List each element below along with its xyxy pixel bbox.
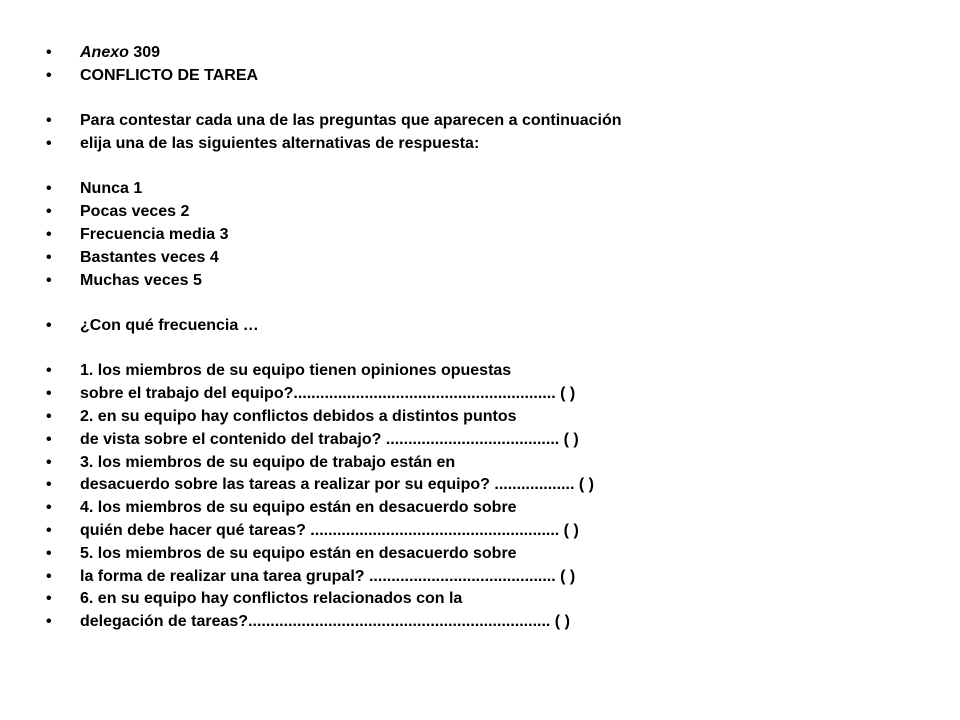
bullet-icon: • xyxy=(46,134,52,152)
question-line xyxy=(46,497,926,520)
question-line xyxy=(46,383,926,406)
instruction-text: Para contestar cada una de las preguntas que aparecen a continuación xyxy=(80,112,622,130)
question-intro-line xyxy=(46,315,926,338)
bullet-icon: • xyxy=(46,112,52,130)
question-line xyxy=(46,360,926,383)
question-text: 2. en su equipo hay conflictos debidos a distintos puntos xyxy=(80,407,517,425)
bullet-icon: • xyxy=(46,271,52,289)
bullet-list xyxy=(46,42,926,634)
bullet-icon: • xyxy=(46,225,52,243)
bullet-icon: • xyxy=(46,385,52,403)
bullet-icon: • xyxy=(46,521,52,539)
question-text: sobre el trabajo del equipo?........................................................... ( ) xyxy=(80,385,576,403)
page-title: CONFLICTO DE TAREA xyxy=(80,66,259,84)
option-text: Bastantes veces 4 xyxy=(80,248,219,266)
instruction-line xyxy=(46,110,926,133)
question-line xyxy=(46,543,926,566)
option-line xyxy=(46,247,926,270)
option-line xyxy=(46,270,926,293)
question-line xyxy=(46,566,926,589)
question-line xyxy=(46,429,926,452)
bullet-icon: • xyxy=(46,248,52,266)
question-text: 4. los miembros de su equipo están en desacuerdo sobre xyxy=(80,499,517,517)
option-line xyxy=(46,224,926,247)
bullet-icon: • xyxy=(46,544,52,562)
question-text: delegación de tareas?.................................................................... ( ) xyxy=(80,613,570,631)
annex-line xyxy=(46,42,926,65)
question-line xyxy=(46,611,926,634)
bullet-icon: • xyxy=(46,316,52,334)
question-line xyxy=(46,406,926,429)
annex-number: 309 xyxy=(128,44,161,61)
bullet-icon: • xyxy=(46,567,52,585)
annex-label: Anexo xyxy=(80,44,129,61)
question-line xyxy=(46,588,926,611)
question-text: quién debe hacer qué tareas? ........................................................ ( ) xyxy=(80,521,579,539)
option-text: Nunca 1 xyxy=(80,180,143,198)
question-text: de vista sobre el contenido del trabajo? ....................................... ( ) xyxy=(80,430,579,448)
question-text: la forma de realizar una tarea grupal? .......................................... ( ) xyxy=(80,567,576,585)
option-line xyxy=(46,201,926,224)
bullet-icon: • xyxy=(46,476,52,494)
bullet-icon: • xyxy=(46,590,52,608)
bullet-icon: • xyxy=(46,430,52,448)
bullet-icon: • xyxy=(46,613,52,631)
question-line xyxy=(46,452,926,475)
bullet-icon: • xyxy=(46,453,52,471)
instruction-line xyxy=(46,133,926,156)
option-text: Pocas veces 2 xyxy=(80,203,190,221)
title-line xyxy=(46,65,926,88)
bullet-icon: • xyxy=(46,180,52,198)
option-text: Muchas veces 5 xyxy=(80,271,202,289)
bullet-icon: • xyxy=(46,66,52,84)
question-text: desacuerdo sobre las tareas a realizar por su equipo? .................. ( ) xyxy=(80,476,594,494)
bullet-icon: • xyxy=(46,44,52,61)
question-text: 3. los miembros de su equipo de trabajo están en xyxy=(80,453,456,471)
bullet-icon: • xyxy=(46,203,52,221)
instruction-text: elija una de las siguientes alternativas de respuesta: xyxy=(80,134,480,152)
option-text: Frecuencia media 3 xyxy=(80,225,229,243)
bullet-icon: • xyxy=(46,362,52,380)
option-line xyxy=(46,178,926,201)
question-line xyxy=(46,474,926,497)
question-text: 5. los miembros de su equipo están en desacuerdo sobre xyxy=(80,544,517,562)
question-intro: ¿Con qué frecuencia … xyxy=(80,316,259,334)
bullet-icon: • xyxy=(46,499,52,517)
question-text: 1. los miembros de su equipo tienen opiniones opuestas xyxy=(80,362,512,380)
question-line xyxy=(46,520,926,543)
bullet-icon: • xyxy=(46,407,52,425)
question-text: 6. en su equipo hay conflictos relacionados con la xyxy=(80,590,463,608)
